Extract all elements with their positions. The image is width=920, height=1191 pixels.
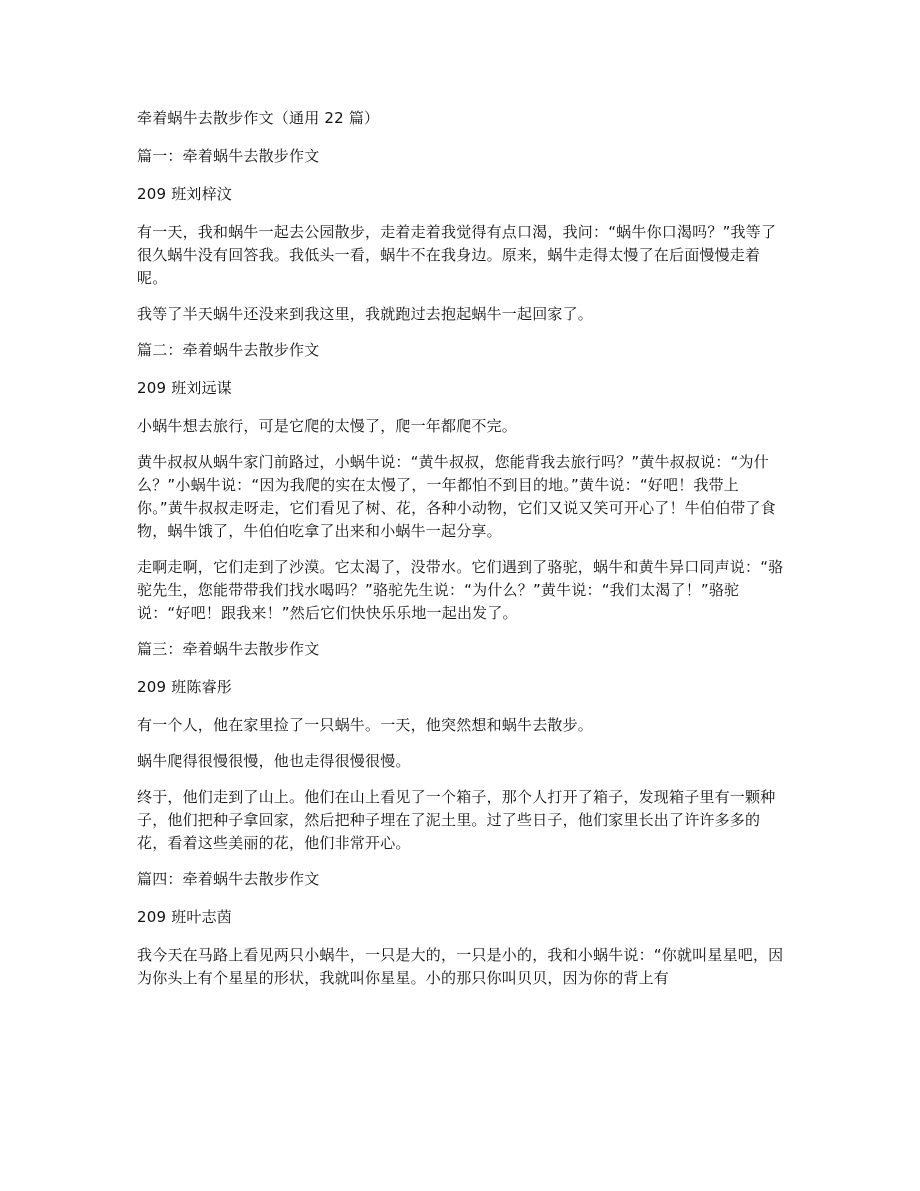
document-page [137, 107, 785, 1003]
section-2 [137, 339, 785, 625]
paragraph: 蜗牛爬得很慢很慢，他也走得很慢很慢。 [137, 752, 411, 770]
section-4 [137, 868, 785, 990]
paragraph: 有一个人，他在家里捡了一只蜗牛。一天，他突然想和蜗牛去散步。 [137, 716, 594, 734]
section-heading: 篇三：牵着蜗牛去散步作文 [137, 640, 320, 658]
paragraph: 黄牛叔叔从蜗牛家门前路过，小蜗牛说：“黄牛叔叔，您能背我去旅行吗？”黄牛叔叔说：“为什么？”小蜗牛说：“因为我爬的实在太慢了，一年都怕不到目的地。”黄牛说：“好吧！我带上你。”黄牛叔叔走呀走，它们看见了树、花，各种小动物，它们又说又笑可开心了！牛伯伯带了食物，蜗牛饿了，牛伯伯吃拿了出来和小蜗牛一起分享。 [137, 453, 776, 540]
author-class: 209 班刘远谋 [137, 379, 232, 397]
paragraph: 我等了半天蜗牛还没来到我这里，我就跑过去抱起蜗牛一起回家了。 [137, 305, 594, 323]
paragraph: 终于，他们走到了山上。他们在山上看见了一个箱子，那个人打开了箱子，发现箱子里有一颗种子，他们把种子拿回家，然后把种子埋在了泥土里。过了些日子，他们家里长出了许许多多的花，看着这些美丽的花，他们非常开心。 [137, 788, 776, 852]
author-class: 209 班陈睿彤 [137, 678, 232, 696]
paragraph: 我今天在马路上看见两只小蜗牛，一只是大的，一只是小的，我和小蜗牛说：“你就叫星星吧，因为你头上有个星星的形状，我就叫你星星。小的那只你叫贝贝，因为你的背上有 [137, 946, 784, 987]
author-class: 209 班刘梓汶 [137, 185, 232, 203]
paragraph: 小蜗牛想去旅行，可是它爬的太慢了，爬一年都爬不完。 [137, 417, 518, 435]
section-heading: 篇二：牵着蜗牛去散步作文 [137, 341, 320, 359]
section-heading: 篇四：牵着蜗牛去散步作文 [137, 870, 320, 888]
paragraph: 走啊走啊，它们走到了沙漠。它太渴了，没带水。它们遇到了骆驼，蜗牛和黄牛异口同声说：“骆驼先生，您能带带我们找水喝吗？”骆驼先生说：“为什么？”黄牛说：“我们太渴了！”骆驼说：“好吧！跟我来！”然后它们快快乐乐地一起出发了。 [137, 558, 784, 622]
section-3 [137, 638, 785, 855]
author-class: 209 班叶志茵 [137, 908, 232, 926]
section-1 [137, 145, 785, 326]
section-heading: 篇一：牵着蜗牛去散步作文 [137, 147, 320, 165]
document-title: 牵着蜗牛去散步作文（通用 22 篇） [137, 109, 380, 127]
paragraph: 有一天，我和蜗牛一起去公园散步，走着走着我觉得有点口渴，我问：“蜗牛你口渴吗？”我等了很久蜗牛没有回答我。我低头一看，蜗牛不在我身边。原来，蜗牛走得太慢了在后面慢慢走着呢。 [137, 223, 777, 287]
